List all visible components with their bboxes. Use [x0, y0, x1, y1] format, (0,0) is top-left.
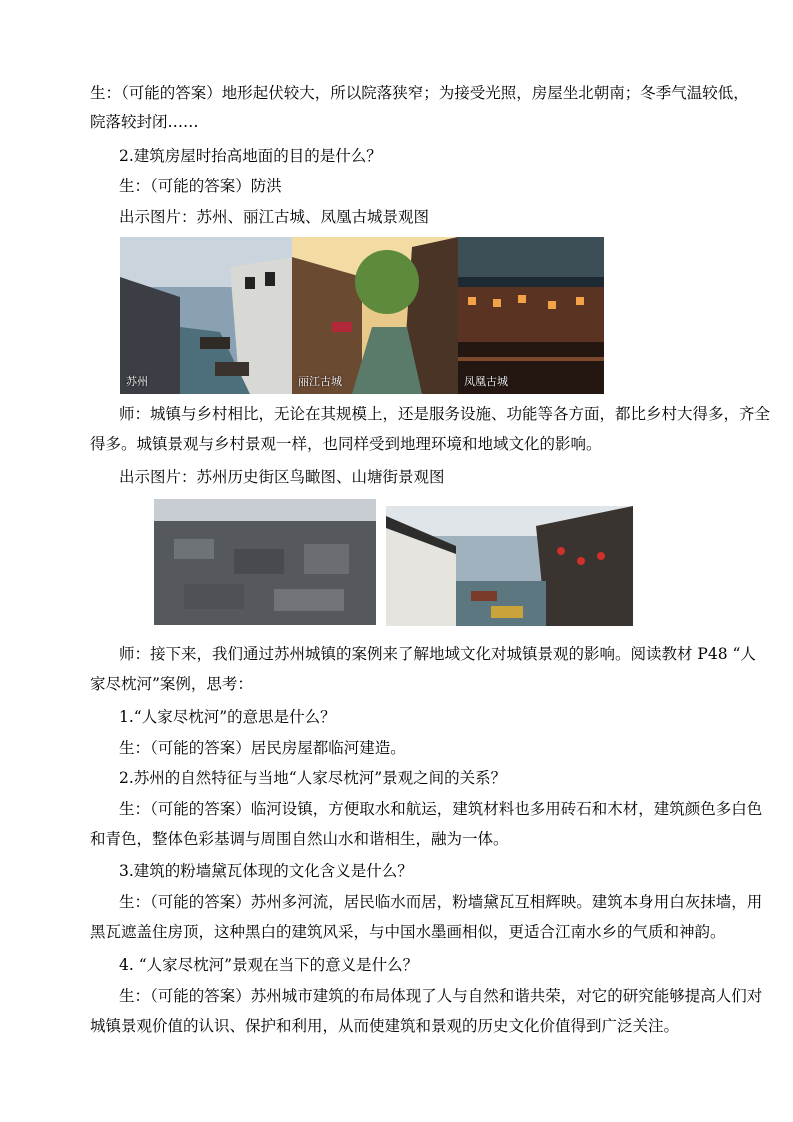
fenghuang-photo	[458, 237, 604, 394]
answer-line: 生：（可能的答案）苏州城市建筑的布局体现了人与自然和谐共荣，对它的研究能够提高人们对	[119, 987, 763, 1005]
shantang-street-photo	[386, 506, 633, 626]
paragraph-line: 家尽枕河”案例，思考：	[90, 675, 253, 693]
paragraph-line: 生：（可能的答案）地形起伏较大，所以院落狭窄；为接受光照，房屋坐北朝南；冬季气温较低，	[90, 84, 749, 102]
show-image-note: 出示图片：苏州历史街区鸟瞰图、山塘街景观图	[119, 468, 445, 486]
caption-suzhou: 苏州	[126, 375, 148, 388]
answer-line: 生：（可能的答案）苏州多河流，居民临水而居，粉墙黛瓦互相辉映。建筑本身用白灰抹墙，用	[119, 893, 763, 911]
teacher-line: 师：城镇与乡村相比，无论在其规模上，还是服务设施、功能等各方面，都比乡村大得多，齐全	[119, 405, 771, 423]
question-3: 3.建筑的粉墙黛瓦体现的文化含义是什么？	[119, 862, 413, 880]
paragraph-line: 黑瓦遮盖住房顶，这种黑白的建筑风采，与中国水墨画相似，更适合江南水乡的气质和神韵。	[90, 923, 726, 941]
paragraph-line: 城镇景观价值的认识、保护和利用，从而使建筑和景观的历史文化价值得到广泛关注。	[90, 1017, 680, 1035]
suzhou-aerial-photo	[154, 499, 376, 625]
answer-line: 生：（可能的答案）居民房屋都临河建造。	[119, 739, 406, 757]
paragraph-line: 院落较封闭……	[90, 113, 199, 131]
teacher-line: 师：接下来，我们通过苏州城镇的案例来了解地域文化对城镇景观的影响。阅读教材 P48 “人	[119, 645, 756, 663]
caption-lijiang: 丽江古城	[298, 375, 342, 388]
lijiang-photo	[292, 237, 458, 394]
question-1: 1.“人家尽枕河”的意思是什么？	[119, 708, 336, 726]
suzhou-photo	[120, 237, 292, 394]
answer-line: 生：（可能的答案）防洪	[119, 177, 282, 195]
answer-line: 生：（可能的答案）临河设镇，方便取水和航运，建筑材料也多用砖石和木材，建筑颜色多白色	[119, 800, 763, 818]
show-image-note: 出示图片：苏州、丽江古城、凤凰古城景观图	[119, 208, 430, 226]
paragraph-line: 和青色，整体色彩基调与周围自然山水和谐相生，融为一体。	[90, 830, 509, 848]
paragraph-line: 得多。城镇景观与乡村景观一样，也同样受到地理环境和地域文化的影响。	[90, 435, 602, 453]
question-2: 2.苏州的自然特征与当地“人家尽枕河”景观之间的关系？	[119, 769, 507, 787]
question-4: 4. “人家尽枕河”景观在当下的意义是什么？	[119, 956, 419, 974]
question-2: 2.建筑房屋时抬高地面的目的是什么？	[119, 147, 382, 165]
caption-fenghuang: 凤凰古城	[464, 375, 508, 388]
